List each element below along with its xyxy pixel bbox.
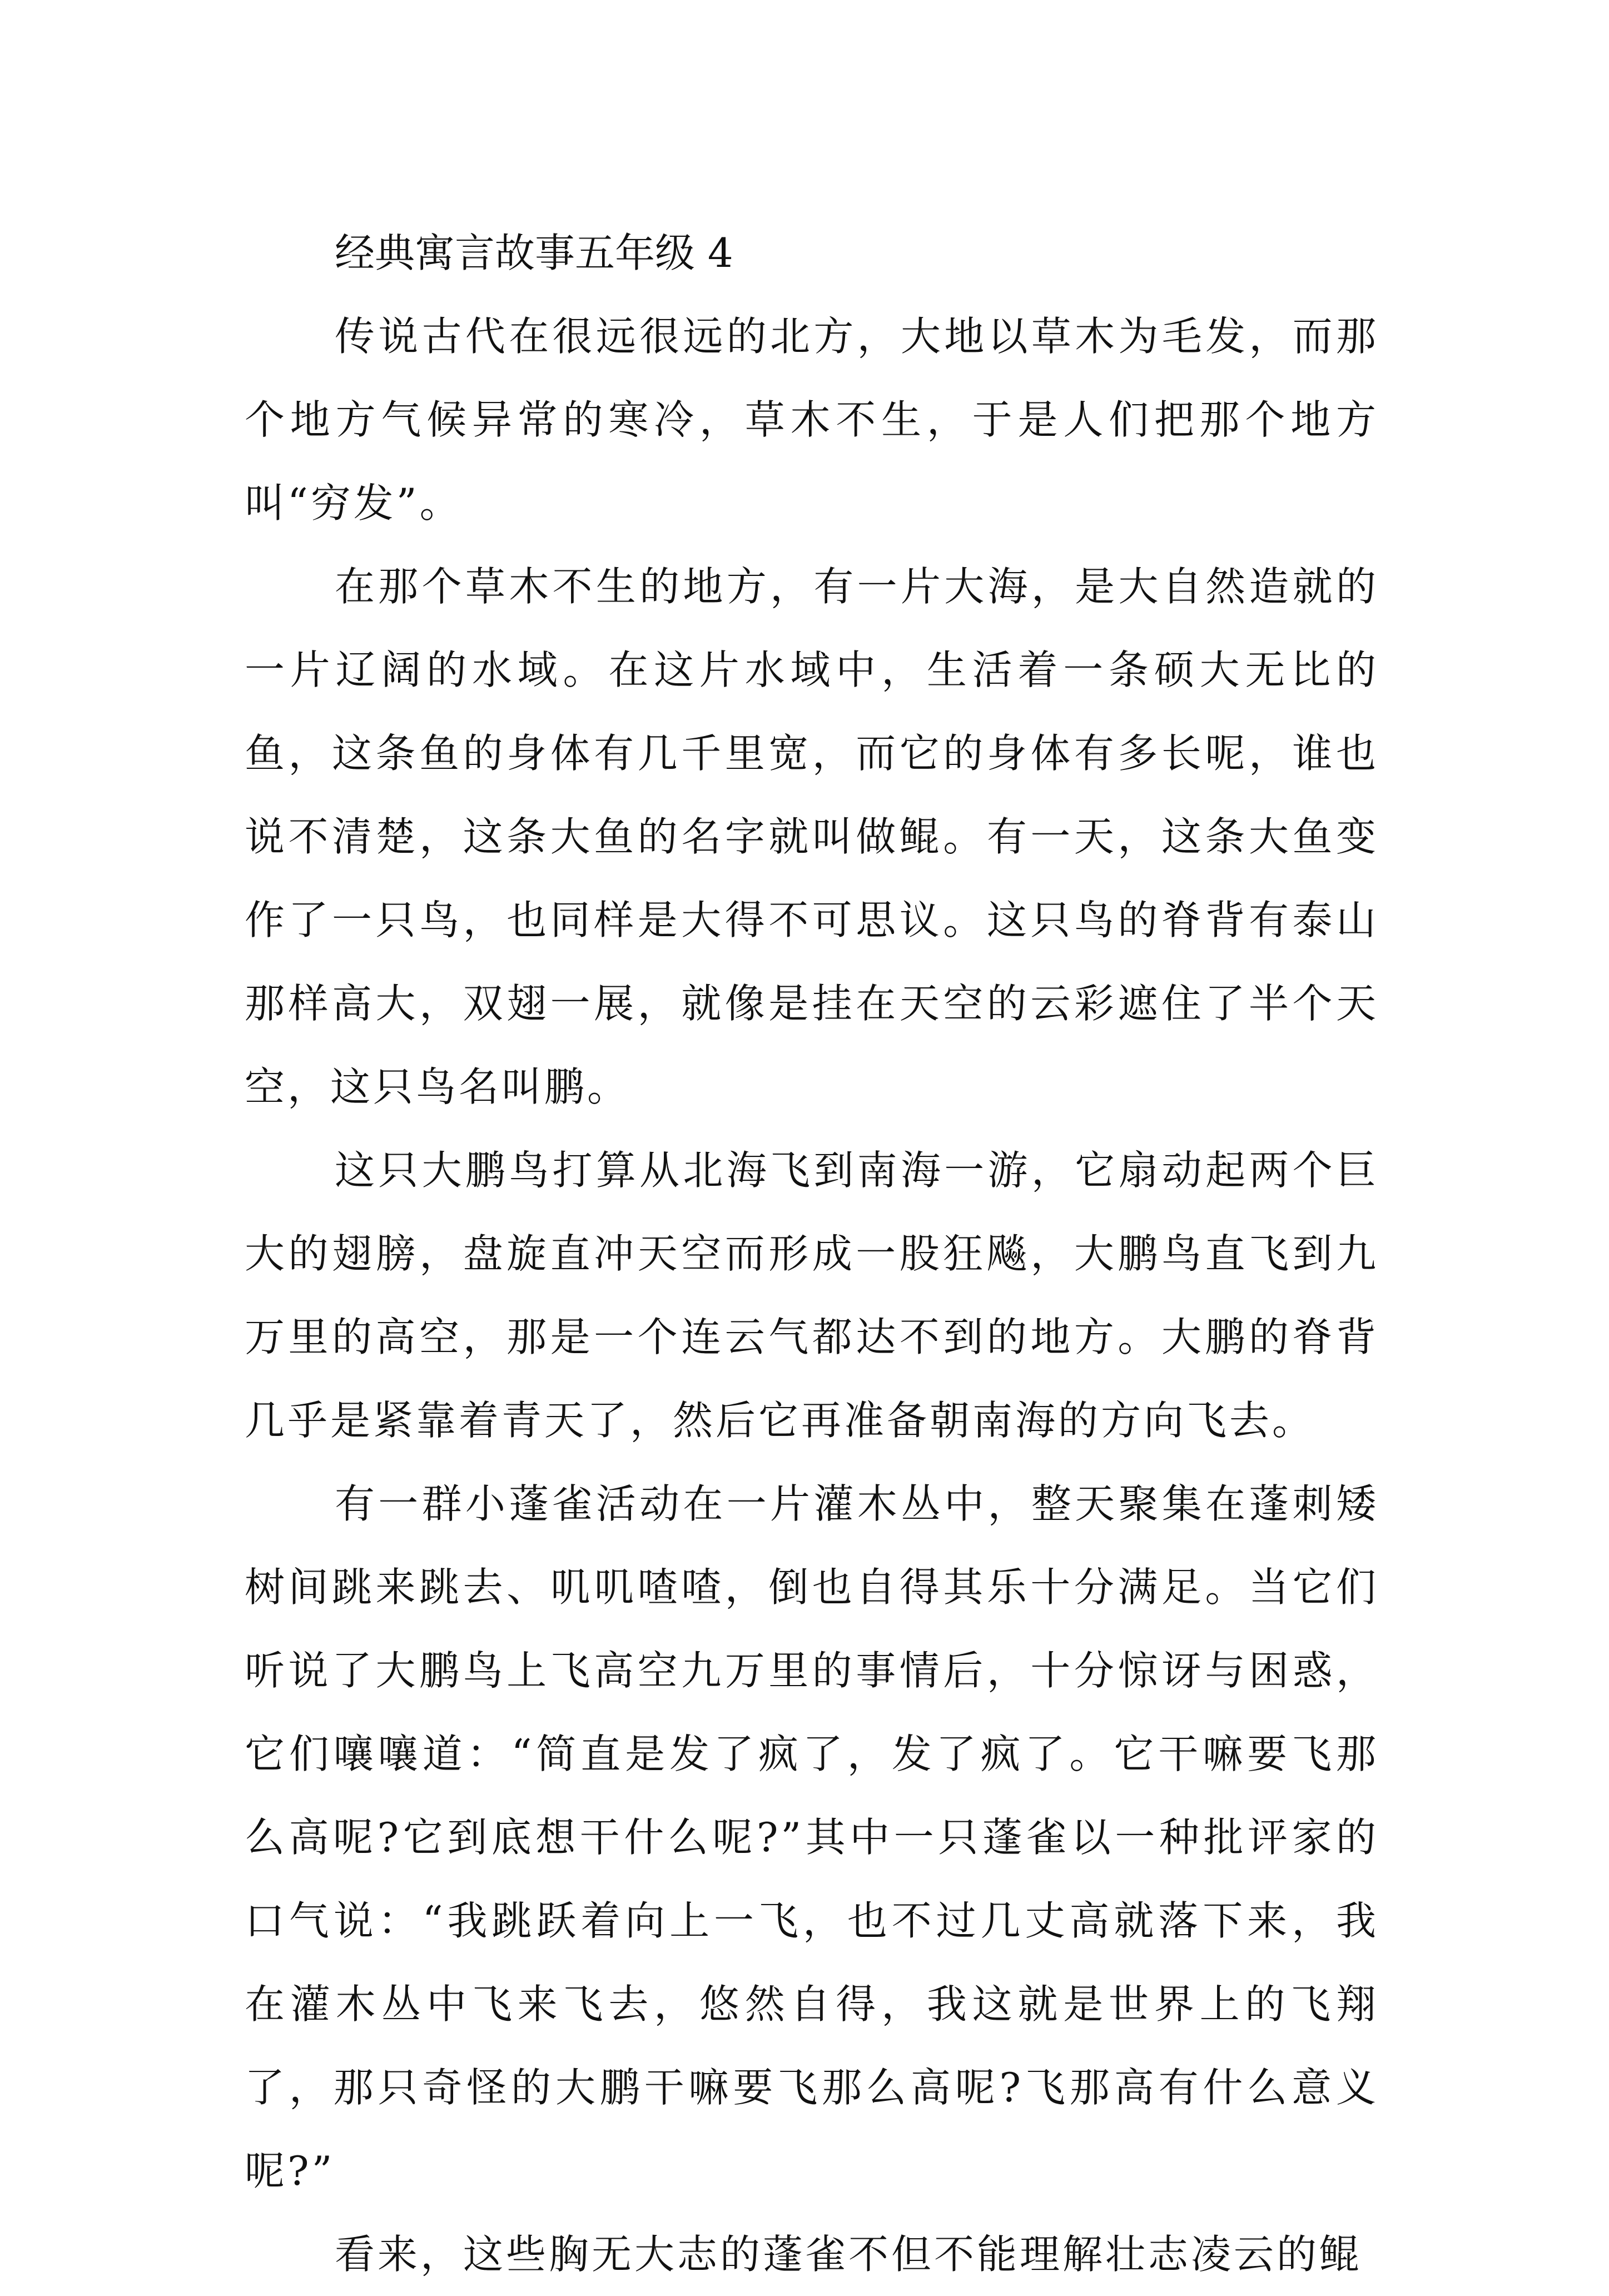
paragraph-5: 看来，这些胸无大志的蓬雀不但不能理解壮志凌云的鲲 [335,2231,1363,2278]
paragraph-3: 这只大鹏鸟打算从北海飞到南海一游，它扇动起两个巨大的翅膀，盘旋直冲天空而形成一股狂飚，大鹏鸟直飞到九万里的高空，那是一个连云气都达不到的地方。大鹏的脊背几乎是紧靠着青天了，然后它再准备朝南海的方向飞去。 [245,1147,1379,1444]
paragraph-4: 有一群小蓬雀活动在一片灌木丛中，整天聚集在蓬刺矮树间跳来跳去、叽叽喳喳，倒也自得其乐十分满足。当它们听说了大鹏鸟上飞高空九万里的事情后，十分惊讶与困惑，它们嚷嚷道：“简直是发了疯了，发了疯了。它干嘛要飞那么高呢?它到底想干什么呢?”其中一只蓬雀以一种批评家的口气说：“我跳跃着向上一飞，也不过几丈高就落下来，我在灌木丛中飞来飞去，悠然自得，我这就是世界上的飞翔了，那只奇怪的大鹏干嘛要飞那么高呢?飞那高有什么意义呢?” [245,1480,1379,2194]
paragraph-1: 传说古代在很远很远的北方，大地以草木为毛发，而那个地方气候异常的寒冷，草木不生，于是人们把那个地方叫“穷发”。 [245,313,1379,526]
document-page [245,211,1379,2296]
document-title: 经典寓言故事五年级 4 [335,230,733,276]
paragraph-2: 在那个草木不生的地方，有一片大海，是大自然造就的一片辽阔的水域。在这片水域中，生活着一条硕大无比的鱼，这条鱼的身体有几千里宽，而它的身体有多长呢，谁也说不清楚，这条大鱼的名字就叫做鲲。有一天，这条大鱼变作了一只鸟，也同样是大得不可思议。这只鸟的脊背有泰山那样高大，双翅一展，就像是挂在天空的云彩遮住了半个天空，这只鸟名叫鹏。 [245,563,1379,1110]
